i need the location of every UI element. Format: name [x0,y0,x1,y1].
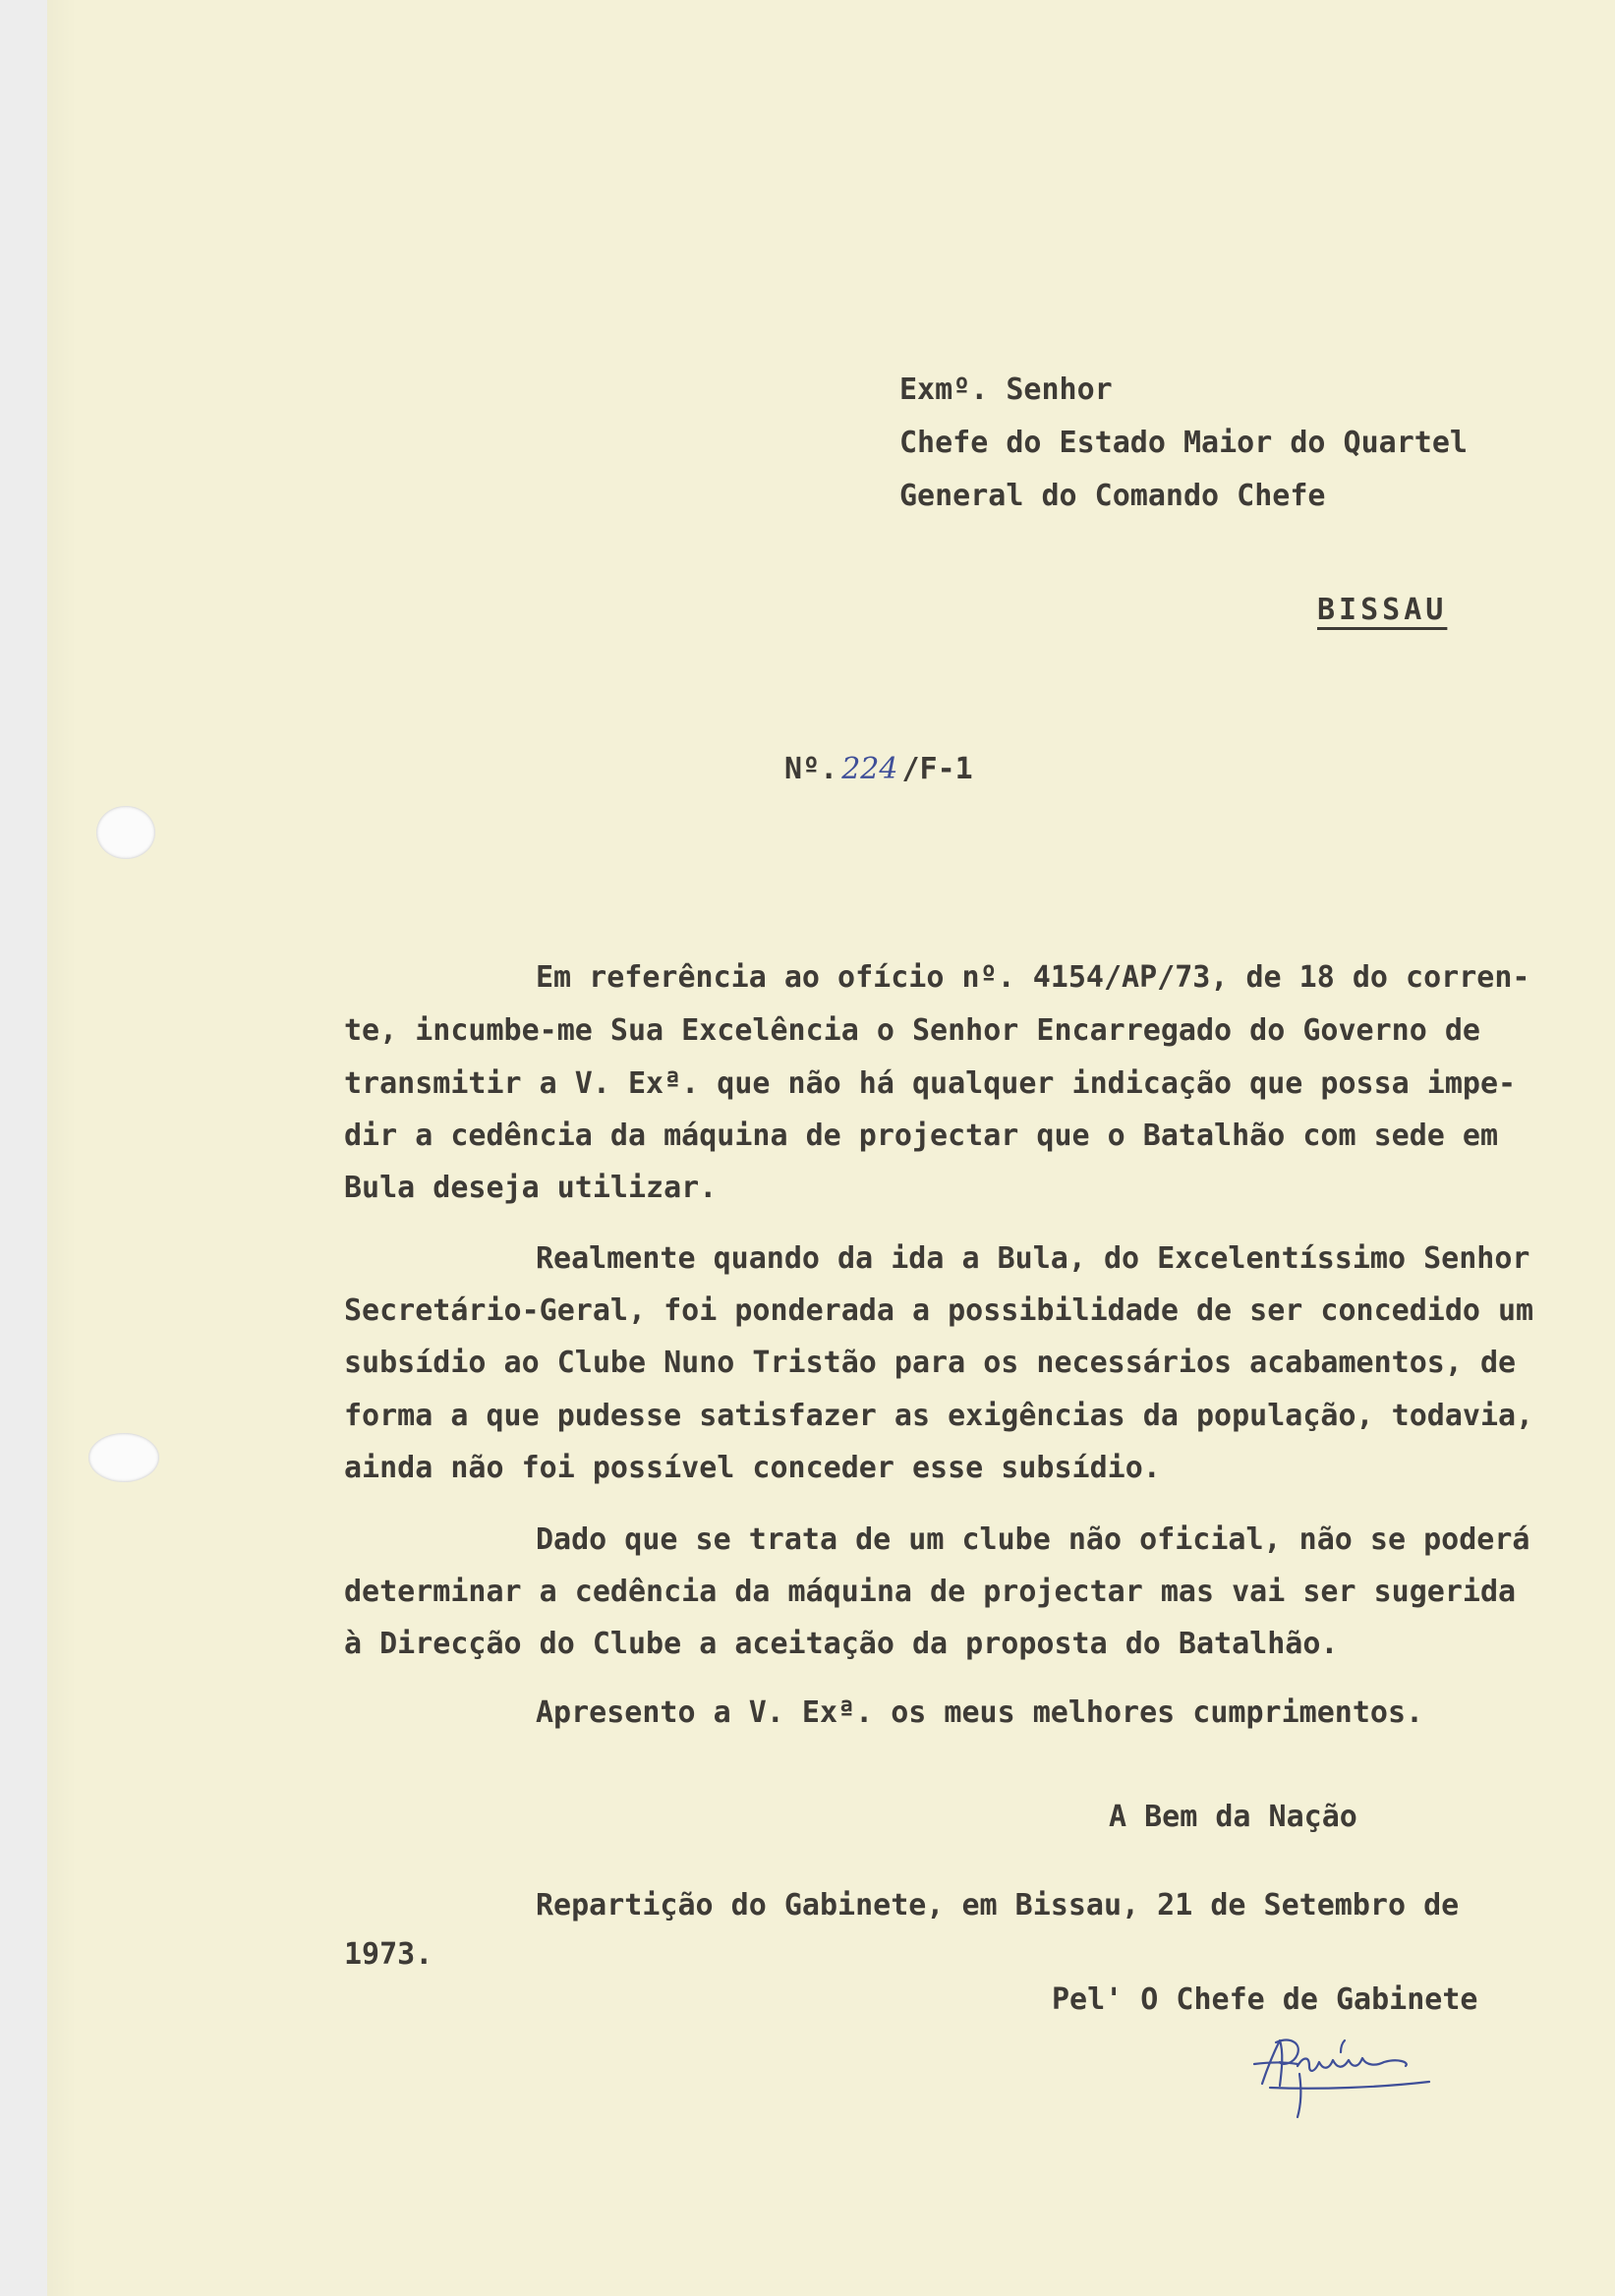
addressee-city: BISSAU [1317,593,1448,627]
addressee-line: Exmº. Senhor [899,373,1113,407]
body-line: Secretário-Geral, foi ponderada a possibilidade de ser concedido um [344,1293,1534,1328]
body-line: Em referência ao ofício nº. 4154/AP/73, de 18 do corren- [536,960,1530,995]
reference-suffix: /F-1 [901,752,973,786]
body-line: forma a que pudesse satisfazer as exigências da população, todavia, [344,1399,1534,1433]
punch-hole [88,1433,159,1482]
place-date-line: Repartição do Gabinete, em Bissau, 21 de Setembro de [536,1888,1460,1923]
body-line: à Direcção do Clube a aceitação da proposta do Batalhão. [344,1627,1339,1661]
body-line: Bula deseja utilizar. [344,1171,718,1205]
date-year: 1973. [344,1937,433,1972]
reference-prefix: Nº. [784,752,838,786]
handwritten-signature [1240,2027,1437,2125]
body-line: ainda não foi possível conceder esse subsídio. [344,1451,1161,1485]
closing-salutation: A Bem da Nação [1109,1800,1357,1834]
reference-handwritten-number: 224 [841,752,898,786]
body-line: Realmente quando da ida a Bula, do Excelentíssimo Senhor [536,1241,1530,1276]
reference-number [784,743,973,796]
body-line: Dado que se trata de um clube não oficial, não se poderá [536,1522,1530,1557]
body-line: dir a cedência da máquina de projectar que o Batalhão com sede em [344,1119,1498,1153]
punch-hole [96,806,155,859]
addressee-line: General do Comando Chefe [899,479,1326,513]
body-line: te, incumbe-me Sua Excelência o Senhor Encarregado do Governo de [344,1013,1480,1048]
addressee-block [899,364,1468,523]
signer-title: Pel' O Chefe de Gabinete [1052,1982,1478,2017]
body-line: Apresento a V. Exª. os meus melhores cumprimentos. [536,1695,1424,1730]
addressee-line: Chefe do Estado Maior do Quartel [899,426,1468,460]
body-line: transmitir a V. Exª. que não há qualquer indicação que possa impe- [344,1066,1517,1101]
body-line: determinar a cedência da máquina de projectar mas vai ser sugerida [344,1575,1517,1609]
body-line: subsídio ao Clube Nuno Tristão para os necessários acabamentos, de [344,1346,1517,1380]
